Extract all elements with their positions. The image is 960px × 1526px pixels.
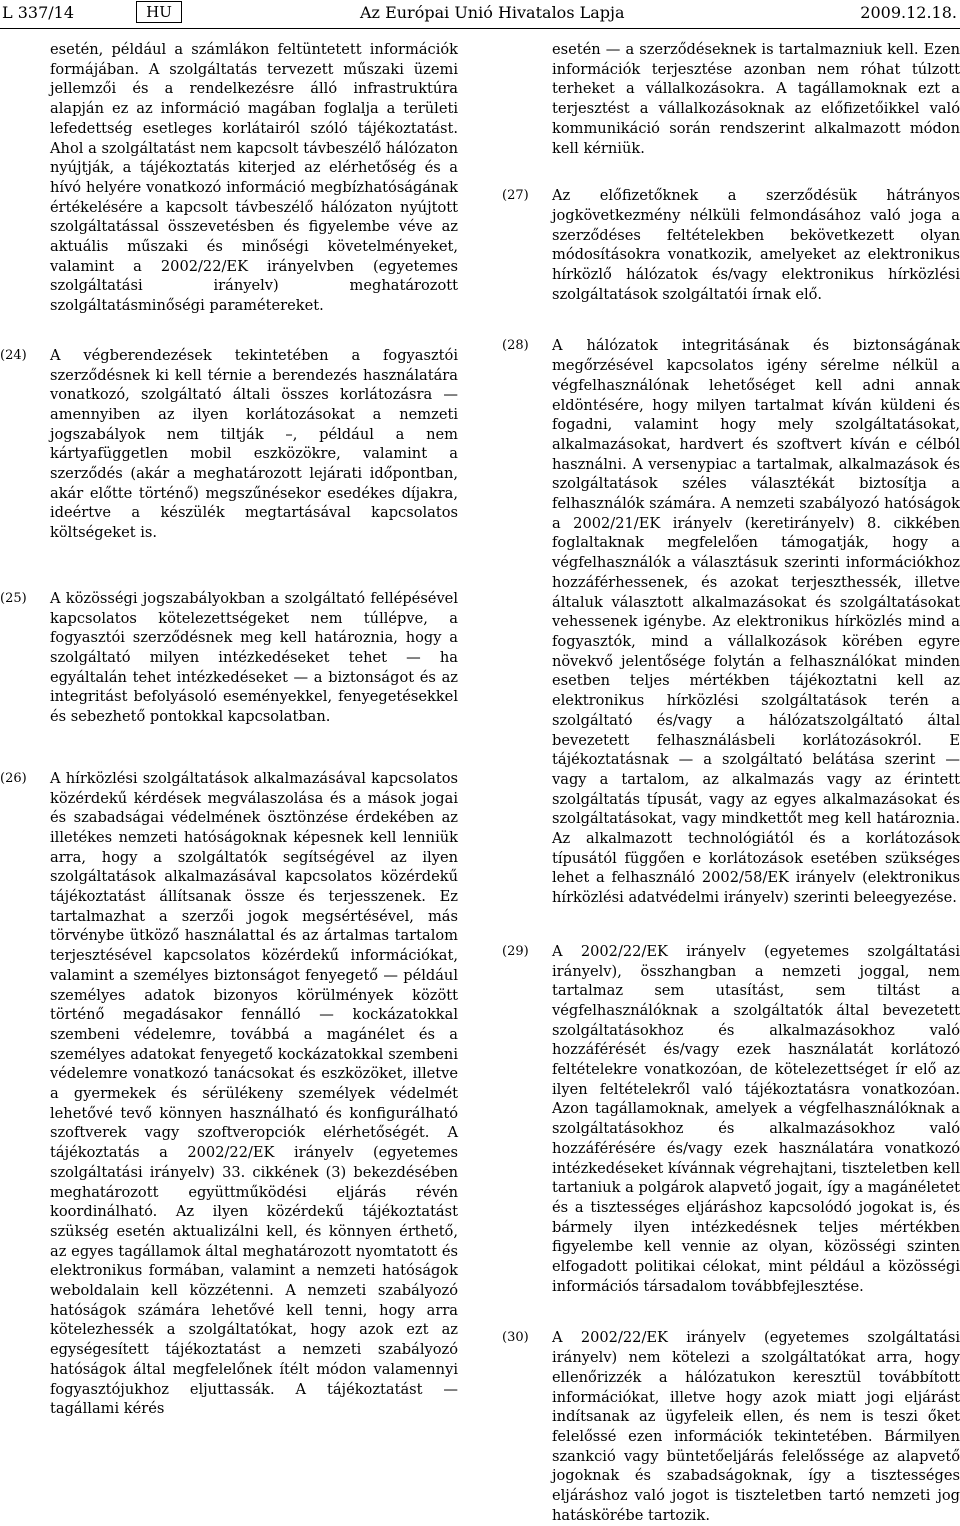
recital-24	[0, 346, 458, 543]
recital-number: (24)	[0, 347, 27, 363]
recital-number: (29)	[502, 943, 529, 959]
continued-paragraph: esetén, például a számlákon feltüntetett információk formájában. A szolgáltatás tervezett műszaki üzemi jellemzői és a rendelkezésre álló infrastruktúra alapján ez az információ magában foglalja a területi lefedettség esetleges korlátairól szóló tájékoztatást. Ahol a szolgáltatást nem kapcsolt távbeszélő hálózaton nyújtják, a tájékoztatás kiterjed az elérhetőség és a hívó helyére vonatkozó információ megbízhatóságának értékelésére a kapcsolt távbeszélő hálózaton nyújtott szolgáltatással összevetésben és figyelembe véve az aktuális műszaki és minőségi követelményeket, valamint a 2002/22/EK irányelvben (egyetemes szolgáltatási irányelv) meghatározott szolgáltatásminőségi paramétereket.	[50, 41, 458, 315]
journal-title: Az Európai Unió Hivatalos Lapja	[360, 3, 625, 22]
language-code-box: HU	[136, 1, 182, 23]
recital-number: (28)	[502, 338, 529, 354]
recital-text: A hírközlési szolgáltatások alkalmazásával kapcsolatos közérdekű kérdések megválaszolása és a mások jogai és szabadságai védelmének ösztönzése érdekében az illetékes nemzeti hatóságoknak képesnek kell lenniük arra, hogy a szolgáltatók segítségével az ilyen szolgáltatások alkalmazásával kapcsolatos közérdekű tájékoztatást állítsanak össze és terjesszenek. Ez tartalmazhat a szerzői jogok megsértésével, más törvénybe ütköző használattal és az ártalmas tartalom terjesztésével kapcsolatos közérdekű információkat, valamint a személyes biztonságot fenyegető — például személyes adatok bizonyos körülmények között történő megadásakor fennálló — kockázatokkal szembeni védelemre, továbbá a magánélet és a személyes adatokat fenyegető kockázatokkal szembeni védelemre vonatkozó tanácsokat és eszközöket, illetve a gyermekek és sérülékeny személyek védelmét lehetővé tevő könnyen használható és konfigurálható szoftverek vagy szoftveropciók elérhetőségét. A tájékoztatás a 2002/22/EK irányelv (egyetemes szolgáltatási irányelv) 33. cikkének (3) bekezdésében meghatározott együttműködési eljárás révén koordinálható. Az ilyen közérdekű tájékoztatást szükség esetén aktualizálni kell, és könnyen érthető, az egyes tagállamok által meghatározott nyomtatott és elektronikus formában, valamint a nemzeti hatóságok weboldalain kell közzétenni. A nemzeti szabályozó hatóságok számára lehetővé kell tenni, hogy arra kötelezhessék a szolgáltatókat, hogy azok ezt az egységesített tájékoztatást a nemzeti szabályozó hatóságok által megfelelőnek ítélt módon valamennyi fogyasztójukhoz eljuttassák. A tájékoztatást — tagállami kérés	[50, 769, 458, 1418]
publication-date: 2009.12.18.	[860, 3, 957, 22]
recital-number: (30)	[502, 1330, 529, 1346]
continued-paragraph: esetén — a szerződéseknek is tartalmazniuk kell. Ezen információk terjesztése azonban nem róhat túlzott terheket a vállalkozásokra. A tagállamoknak ezt a terjesztést a vállalkozásoknak az előfizetőikkel való kommunikáció során rendszerint alkalmazott módon kell kérniük.	[552, 41, 960, 157]
recital-text: A végberendezések tekintetében a fogyasztói szerződésnek ki kell térnie a berendezés használatára vonatkozó, szolgáltató általi összes korlátozásra — amennyiben az ilyen korlátozásokat a nemzeti jogszabályok nem tiltják –, például a nem kártyafüggetlen mobil eszközökre, valamint a szerződés (akár a meghatározott lejárati időpontban, akár előtte történő) megszűnésekor esedékes díjakra, ideértve a készülék megtartásával kapcsolatos költségeket is.	[50, 346, 458, 542]
recital-text: A 2002/22/EK irányelv (egyetemes szolgáltatási irányelv), összhangban a nemzeti joggal, nem tartalmaz sem utasítást, sem tiltást a végfelhasználóknak a szolgáltatók által bevezetett szolgáltatásokhoz és alkalmazásokhoz való hozzáférését és/vagy ezek használatát korlátozó feltételekre vonatkozóan, de kötelezettséget ír elő az ilyen feltételekről való tájékoztatásra vonatkozóan. Azon tagállamoknak, amelyek a végfelhasználóknak a szolgáltatásokhoz és alkalmazásokhoz való hozzáférésére és/vagy ezek használatára vonatkozó intézkedéseket kívánnak végrehajtani, tiszteletben kell tartaniuk a polgárok alapvető jogait, így a magánéletet és a tisztességes eljáráshoz kapcsolódó jogokat is, és bármely ilyen intézkedésnek teljes mértékben figyelembe kell vennie az olyan, közösségi szinten elfogadott politikai célokat, mint például a közösségi információs társadalom továbbfejlesztése.	[552, 942, 960, 1295]
recital-text: Az előfizetőknek a szerződésük hátrányos jogkövetkezmény nélküli felmondásához való joga a szerződéses feltételekben bekövetkezett olyan módosításokra vonatkozik, amelyeket az elektronikus hírközlő hálózatok és/vagy elektronikus hírközlési szolgáltatások szolgáltatói írnak elő.	[552, 187, 960, 303]
page-header	[0, 0, 960, 26]
left-column	[0, 40, 458, 1419]
right-column	[502, 40, 960, 1526]
recital-number: (26)	[0, 770, 27, 786]
recital-25	[0, 589, 458, 727]
recital-28	[502, 336, 960, 907]
recital-number: (27)	[502, 188, 529, 204]
recital-text: A közösségi jogszabályokban a szolgáltató fellépésével kapcsolatos kötelezettségeket nem túllépve, a fogyasztói szerződésnek meg kell határoznia, hogy a szolgáltató milyen intézkedéseket tehet — ha egyáltalán tehet intézkedéseket — a biztonságot és az integritást befolyásoló eseményekkel, fenyegetésekkel és sebezhető pontokkal kapcsolatban.	[50, 589, 458, 726]
recital-number: (25)	[0, 590, 27, 606]
recital-26	[0, 769, 458, 1419]
header-rule	[0, 28, 960, 29]
recital-text: A hálózatok integritásának és biztonságának megőrzésével kapcsolatos igény sérelme nélkül a végfelhasználónak lehetőséget kell adni annak eldöntésére, hogy milyen tartalmat kíván küldeni és fogadni, valamint hogy mely szolgáltatásokat, alkalmazásokat, hardvert és szoftvert kíván e célból használni. A versenypiac a tartalmak, alkalmazások és szolgáltatások széles választékát biztosítja a felhasználók számára. A nemzeti szabályozó hatóságok a 2002/21/EK irányelv (keretirányelv) 8. cikkében foglaltaknak megfelelően támogatják, hogy a végfelhasználók a választásuk szerinti információkhoz hozzáférhessenek, és azokat terjeszthessék, illetve általuk választott alkalmazásokat és szolgáltatásokat vehessenek igénybe. Az elektronikus hírközlés mind a fogyasztók, mind a vállalkozások körében egyre növekvő jelentősége folytán a felhasználókat minden esetben teljes mértékben tájékoztatni kell az elektronikus hírközlési szolgáltatások terén a szolgáltató és/vagy a hálózatszolgáltató által bevezetett felhasználásbeli korlátozásokról. E tájékoztatásnak — a szolgáltató belátása szerint — vagy a tartalom, az alkalmazás vagy az érintett szolgáltatás típusát, vagy az egyes alkalmazásokat és szolgáltatásokat, vagy mindkettőt meg kell határoznia. Az alkalmazott technológiától és a korlátozások típusától függően e korlátozások esetében szükséges lehet a felhasználó 2002/58/EK irányelv (elektronikus hírközlési adatvédelmi irányelv) szerinti beleegyezése.	[552, 337, 960, 907]
recital-29	[502, 942, 960, 1297]
recital-27	[502, 186, 960, 304]
page-reference: L 337/14	[2, 3, 74, 22]
recital-30	[502, 1328, 960, 1525]
recital-text: A 2002/22/EK irányelv (egyetemes szolgáltatási irányelv) nem kötelezi a szolgáltatókat arra, hogy ellenőrizzék a hálózatukon keresztül továbbított információkat, illetve hogy azok miatt jogi eljárást indítsanak az ügyfeleik ellen, és nem is teszi őket felelőssé ezen információk tekintetében. Bármilyen szankció vagy büntetőeljárás felelőssége az alapvető jogoknak és szabadságoknak, így a tisztességes eljáráshoz való jogot is tiszteletben tartó nemzeti jog hatáskörébe tartozik.	[552, 1329, 960, 1524]
